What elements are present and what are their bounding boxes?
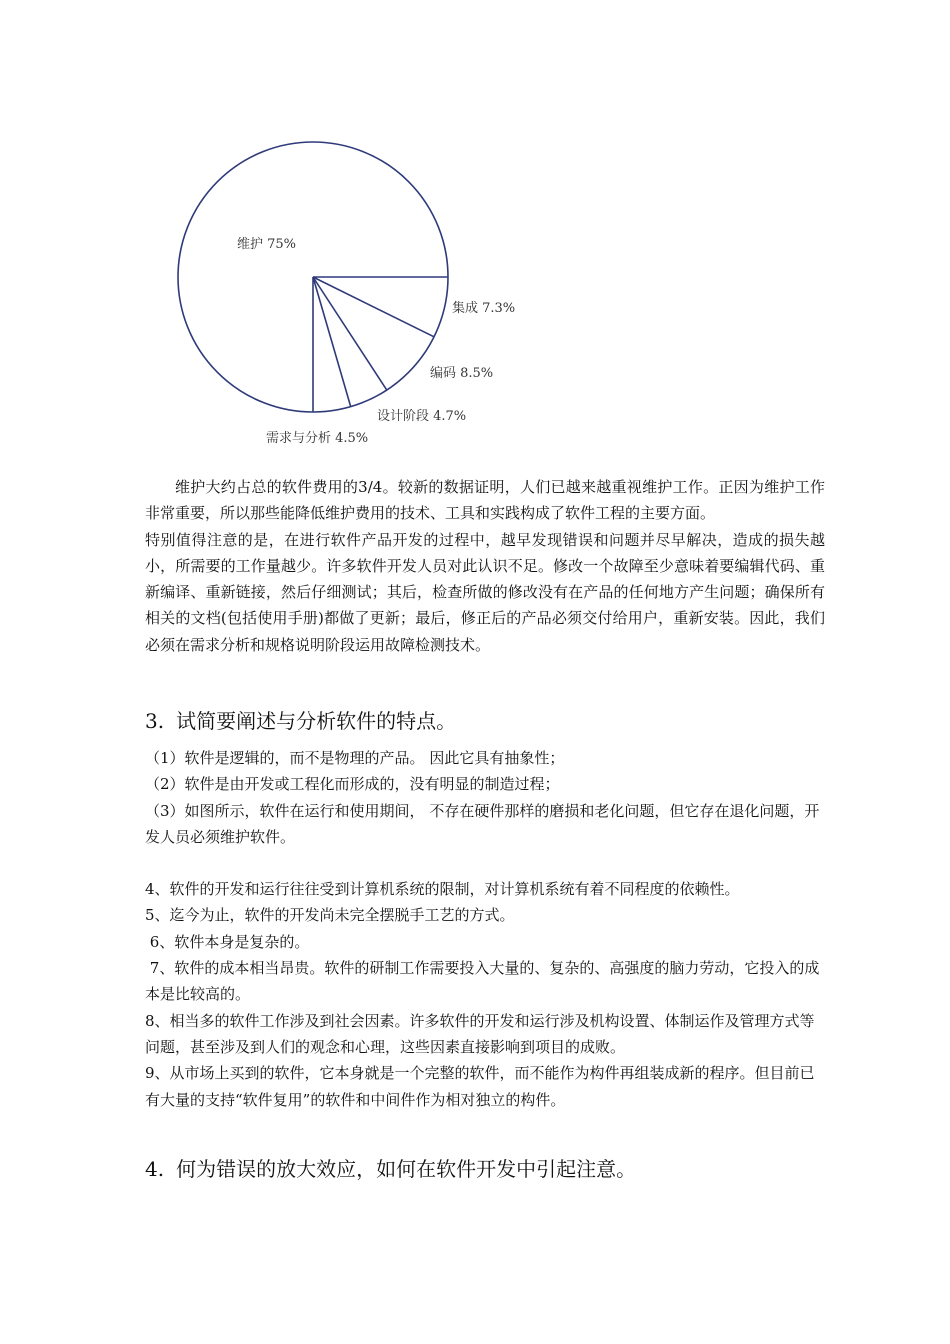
section3-title: 试简要阐述与分析软件的特点。 xyxy=(176,709,457,733)
list-item: （3）如图所示，软件在运行和使用期间， 不存在硬件那样的磨损和老化问题，但它存在退化问题，开发人员必须维护软件。 xyxy=(145,801,820,846)
list-item: 5、迄今为止，软件的开发尚未完全摆脱手工艺的方式。 xyxy=(145,906,515,925)
paragraph-maintenance-cost: 维护大约占总的软件费用的3/4。较新的数据证明，人们已越来越重视维护工作。正因为维护工作非常重要，所以那些能降低维护费用的技术、工具和实践构成了软件工程的主要方面。 xyxy=(145,478,825,523)
software-cost-pie-chart xyxy=(0,0,950,470)
list-item: 7、软件的成本相当昂贵。软件的研制工作需要投入大量的、复杂的、高强度的脑力劳动，它投入的成本是比较高的。 xyxy=(145,959,820,1004)
section3-number: 3. xyxy=(145,709,165,733)
list-item: 4、软件的开发和运行往往受到计算机系统的限制，对计算机系统有着不同程度的依赖性。 xyxy=(145,880,740,899)
section3-list xyxy=(145,745,825,1113)
section4-heading xyxy=(145,1154,636,1184)
paragraph-early-detection: 特别值得注意的是，在进行软件产品开发的过程中，越早发现错误和问题并尽早解决，造成的损失越小，所需要的工作量越少。许多软件开发人员对此认识不足。修改一个故障至少意味着要编辑代码、重新编译、重新链接，然后仔细测试；其后，检查所做的修改没有在产品的任何地方产生问题；确保所有相关的文档(包括使用手册)都做了更新；最后，修正后的产品必须交付给用户，重新安装。因此，我们必须在需求分析和规格说明阶段运用故障检测技术。 xyxy=(145,530,825,654)
section2-text xyxy=(145,474,825,658)
slice-label-maintenance: 维护 75% xyxy=(237,237,297,252)
slice-label-coding: 编码 8.5% xyxy=(430,366,494,381)
slice-label-design: 设计阶段 4.7% xyxy=(377,409,467,424)
pie-slice-boundary xyxy=(313,277,351,407)
pie-labels xyxy=(237,236,515,446)
section3-heading xyxy=(145,706,456,736)
pie-slices xyxy=(178,142,448,412)
list-item: 9、从市场上买到的软件，它本身就是一个完整的软件，而不能作为构件再组装成新的程序。但目前已有大量的支持“软件复用”的软件和中间件作为相对独立的构件。 xyxy=(145,1064,815,1109)
section4-title: 何为错误的放大效应，如何在软件开发中引起注意。 xyxy=(176,1157,637,1181)
pie-slice-boundary xyxy=(313,277,434,337)
list-item: （1）软件是逻辑的，而不是物理的产品。 因此它具有抽象性； xyxy=(145,749,565,767)
list-item: 8、相当多的软件工作涉及到社会因素。许多软件的开发和运行涉及机构设置、体制运作及管理方式等问题，甚至涉及到人们的观念和心理，这些因素直接影响到项目的成败。 xyxy=(145,1011,815,1056)
slice-label-integration: 集成 7.3% xyxy=(452,301,516,316)
list-item: （2）软件是由开发或工程化而形成的，没有明显的制造过程； xyxy=(145,775,560,794)
list-item: 6、软件本身是复杂的。 xyxy=(145,932,310,951)
slice-label-requirements: 需求与分析 4.5% xyxy=(266,431,369,446)
section4-number: 4. xyxy=(145,1157,165,1181)
pie-slice-boundary xyxy=(313,277,387,390)
